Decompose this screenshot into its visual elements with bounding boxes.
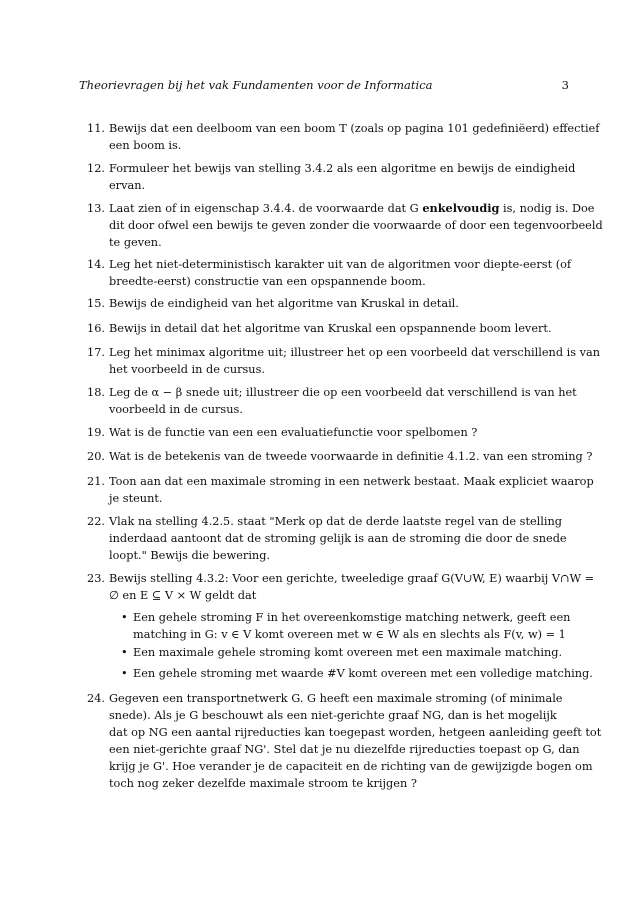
question-line: Gegeven een transportnetwerk G. G heeft een maximale stroming (of minimale — [109, 692, 563, 705]
question-line: te geven. — [109, 236, 162, 249]
bullet-icon: • — [121, 646, 128, 659]
question-line: Formuleer het bewijs van stelling 3.4.2 als een algoritme en bewijs de eindigheid — [109, 162, 576, 175]
question-number: 19. — [87, 426, 105, 439]
question-number: 21. — [87, 475, 105, 488]
question-line: dit door ofwel een bewijs te geven zonder die voorwaarde of door een tegenvoorbeeld — [109, 219, 603, 232]
question-18 — [79, 384, 577, 418]
question-line: voorbeeld in de cursus. — [109, 403, 243, 416]
question-text: is, nodig is. Doe — [499, 202, 595, 215]
bullet-line: Een gehele stroming F in het overeenkomstige matching netwerk, geeft een — [133, 611, 571, 624]
question-line: Bewijs in detail dat het algoritme van Kruskal een opspannende boom levert. — [109, 322, 552, 335]
question-line: toch nog zeker dezelfde maximale stroom te krijgen ? — [109, 777, 417, 790]
question-13 — [79, 200, 603, 251]
question-number: 16. — [87, 322, 105, 335]
question-15 — [79, 295, 569, 312]
question-line: breedte-eerst) constructie van een opspannende boom. — [109, 275, 426, 288]
bullet-icon: • — [121, 667, 128, 680]
question-line: dat op NG een aantal rijreducties kan toegepast worden, hetgeen aanleiding geeft tot — [109, 726, 602, 739]
question-number: 12. — [87, 162, 105, 175]
question-number: 11. — [87, 122, 105, 135]
page-number: 3 — [561, 78, 569, 92]
question-line: inderdaad aantoont dat de stroming gelijk is aan de stroming die door de snede — [109, 532, 567, 545]
question-number: 20. — [87, 450, 105, 463]
question-number: 13. — [87, 202, 105, 215]
bullet-item — [109, 609, 569, 643]
question-line: Bewijs stelling 4.3.2: Voor een gerichte, tweeledige graaf G(V∪W, E) waarbij V∩W = — [109, 572, 595, 585]
header-title: Theorievragen bij het vak Fundamenten voor de Informatica — [79, 78, 433, 92]
question-12 — [79, 160, 576, 194]
question-line: je steunt. — [109, 492, 163, 505]
question-line — [109, 200, 595, 217]
bullet-icon: • — [121, 611, 128, 624]
question-23 — [79, 570, 595, 604]
question-number: 14. — [87, 258, 105, 271]
question-line: Bewijs de eindigheid van het algoritme van Kruskal in detail. — [109, 297, 459, 310]
question-number: 23. — [87, 572, 105, 585]
question-line: Leg het niet-deterministisch karakter uit van de algoritmen voor diepte-eerst (of — [109, 258, 572, 271]
question-line: Wat is de functie van een een evaluatiefunctie voor spelbomen ? — [109, 426, 478, 439]
question-number: 17. — [87, 346, 105, 359]
question-line: een niet-gerichte graaf NG'. Stel dat je nu diezelfde rijreducties toepast op G, dan — [109, 743, 580, 756]
question-line: Leg het minimax algoritme uit; illustreer het op een voorbeeld dat verschillend is van — [109, 346, 601, 359]
question-line: Wat is de betekenis van de tweede voorwaarde in definitie 4.1.2. van een stroming ? — [109, 450, 593, 463]
question-22 — [79, 513, 569, 564]
question-16 — [79, 320, 569, 337]
question-11 — [79, 120, 600, 154]
bullet-item — [109, 644, 569, 661]
question-line: krijg je G'. Hoe verander je de capaciteit en de richting van de gewijzigde bogen om — [109, 760, 593, 773]
question-line: Toon aan dat een maximale stroming in een netwerk bestaat. Maak expliciet waarop — [109, 475, 594, 488]
question-line: loopt." Bewijs die bewering. — [109, 549, 271, 562]
question-line: een boom is. — [109, 139, 182, 152]
question-number: 15. — [87, 297, 105, 310]
question-19 — [79, 424, 569, 441]
question-line: het voorbeeld in de cursus. — [109, 363, 265, 376]
question-14 — [79, 256, 572, 290]
question-line: Vlak na stelling 4.2.5. staat "Merk op dat de derde laatste regel van de stelling — [109, 515, 563, 528]
bullet-item — [109, 665, 593, 682]
question-line: ∅ en E ⊆ V × W geldt dat — [109, 589, 257, 602]
bullet-line: Een gehele stroming met waarde #V komt overeen met een volledige matching. — [133, 667, 593, 680]
question-24 — [79, 690, 602, 792]
question-number: 22. — [87, 515, 105, 528]
question-line: ervan. — [109, 179, 146, 192]
question-text: Laat zien of in eigenschap 3.4.4. de voorwaarde dat G — [109, 202, 423, 215]
page-header — [79, 78, 569, 94]
question-20 — [79, 448, 593, 465]
emphasized-word: enkelvoudig — [422, 201, 500, 215]
question-17 — [79, 344, 601, 378]
question-number: 18. — [87, 386, 105, 399]
question-line: Bewijs dat een deelboom van een boom T (zoals op pagina 101 gedefiniëerd) effectief — [109, 122, 600, 135]
bullet-line: Een maximale gehele stroming komt overeen met een maximale matching. — [133, 646, 563, 659]
question-line: snede). Als je G beschouwt als een niet-gerichte graaf NG, dan is het mogelijk — [109, 709, 557, 722]
bullet-line: matching in G: v ∈ V komt overeen met w ∈ W als en slechts als F(v, w) = 1 — [133, 628, 566, 641]
question-line: Leg de α − β snede uit; illustreer die op een voorbeeld dat verschillend is van het — [109, 386, 577, 399]
question-number: 24. — [87, 692, 105, 705]
question-21 — [79, 473, 594, 507]
